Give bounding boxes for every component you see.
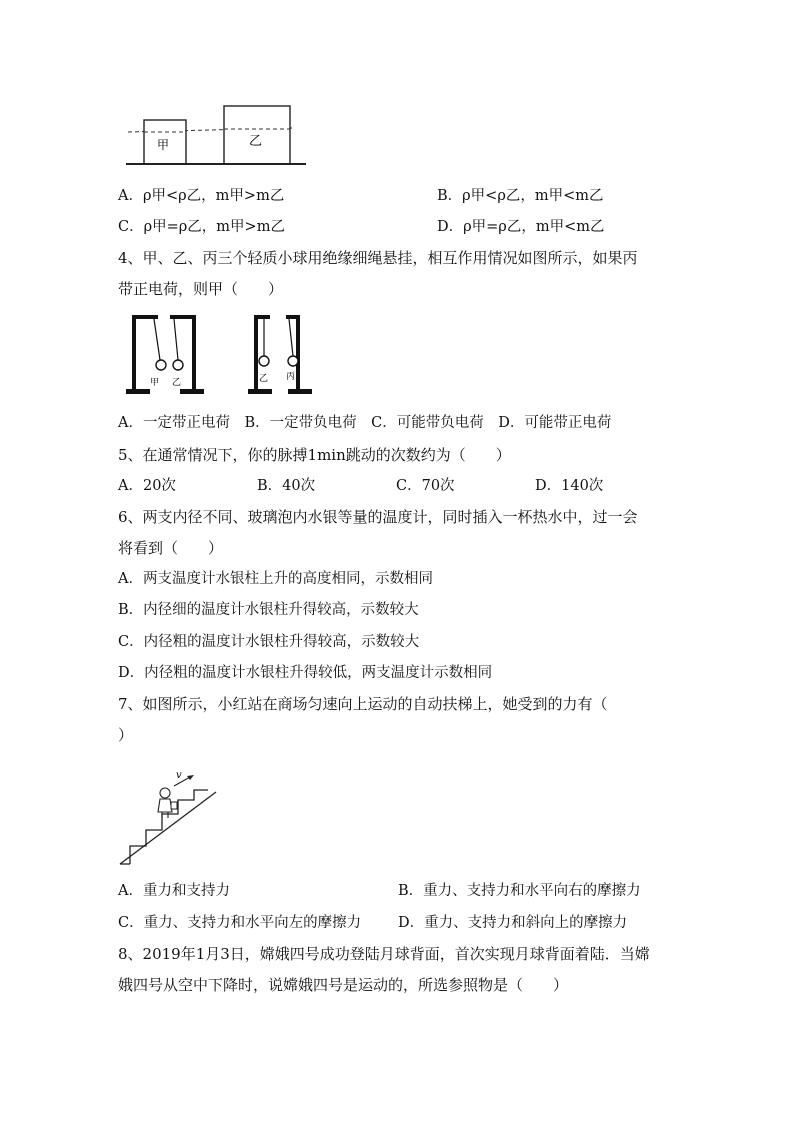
person-head xyxy=(160,788,170,798)
q6-option-c: C．内径粗的温度计水银柱升得较高，示数较大 xyxy=(118,634,420,650)
q4-stem-line1: 4、甲、乙、丙三个轻质小球用绝缘细绳悬挂，相互作用情况如图所示，如果丙 xyxy=(118,249,638,267)
ball-yi-label: 乙 xyxy=(172,378,182,388)
q4-figure xyxy=(120,310,320,400)
block-jia-label: 甲 xyxy=(157,138,170,152)
q7-option-a: A．重力和支持力 xyxy=(118,883,230,899)
q7-option-d: D．重力、支持力和斜向上的摩擦力 xyxy=(398,915,628,931)
ball-bing-label: 丙 xyxy=(286,372,296,382)
velocity-label: v xyxy=(176,770,182,781)
q5-option-b: B．40次 xyxy=(257,478,316,494)
q5-option-c: C．70次 xyxy=(396,478,455,494)
q6-stem-line2: 将看到（ ） xyxy=(118,539,224,557)
q3-option-a: A．ρ甲<ρ乙，m甲>m乙 xyxy=(118,188,285,204)
block-yi-label: 乙 xyxy=(249,134,263,149)
q5-option-a: A．20次 xyxy=(118,478,176,494)
q4-options: A．一定带正电荷 B．一定带负电荷 C．可能带负电荷 D．可能带正电荷 xyxy=(118,415,612,431)
q6-option-a: A．两支温度计水银柱上升的高度相同，示数相同 xyxy=(118,571,433,587)
q7-stem-line1: 7、如图所示，小红站在商场匀速向上运动的自动扶梯上，她受到的力有（ xyxy=(118,695,608,713)
q3-figure xyxy=(120,100,310,170)
ball-yi2-label: 乙 xyxy=(259,374,269,384)
q8-stem-line2: 娥四号从空中下降时，说嫦娥四号是运动的，所选参照物是（ ） xyxy=(118,976,569,994)
person-body xyxy=(158,799,172,812)
q3-option-b: B．ρ甲<ρ乙，m甲<m乙 xyxy=(437,188,604,204)
q7-option-c: C．重力、支持力和水平向左的摩擦力 xyxy=(118,915,362,931)
q5-stem: 5、在通常情况下，你的脉搏1min跳动的次数约为（ ） xyxy=(118,446,511,464)
q7-figure xyxy=(116,768,226,868)
q6-option-b: B．内径细的温度计水银柱升得较高，示数较大 xyxy=(118,602,419,618)
q6-stem-line1: 6、两支内径不同、玻璃泡内水银等量的温度计，同时插入一杯热水中，过一会 xyxy=(118,508,638,526)
q3-option-d: D．ρ甲=ρ乙，m甲<m乙 xyxy=(437,219,605,235)
q7-stem-line2: ） xyxy=(118,726,134,744)
q6-option-d: D．内径粗的温度计水银柱升得较低，两支温度计示数相同 xyxy=(118,665,493,681)
ball-jia-label: 甲 xyxy=(150,378,160,388)
q7-option-b: B．重力、支持力和水平向右的摩擦力 xyxy=(398,883,641,899)
q3-option-c: C．ρ甲=ρ乙，m甲>m乙 xyxy=(118,219,285,235)
q8-stem-line1: 8、2019年1月3日，嫦娥四号成功登陆月球背面，首次实现月球背面着陆．当嫦 xyxy=(118,945,650,963)
q4-stem-line2: 带正电荷，则甲（ ） xyxy=(118,280,284,298)
q5-option-d: D．140次 xyxy=(535,478,604,494)
